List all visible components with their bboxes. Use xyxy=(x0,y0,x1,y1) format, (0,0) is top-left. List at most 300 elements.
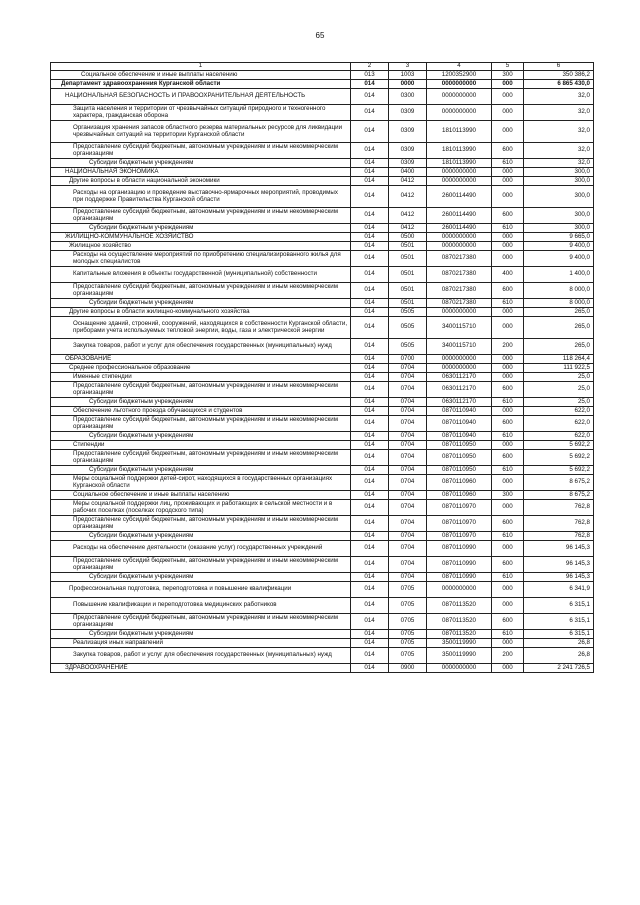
cell-amount: 762,8 xyxy=(524,516,594,532)
cell-target-code: 0870110990 xyxy=(427,557,492,573)
cell-expense-type: 610 xyxy=(492,432,524,441)
cell-name: НАЦИОНАЛЬНАЯ БЕЗОПАСНОСТЬ И ПРАВООХРАНИТЕЛЬНАЯ ДЕЯТЕЛЬНОСТЬ xyxy=(51,89,351,105)
table-row xyxy=(51,500,594,516)
cell-name: ЗДРАВООХРАНЕНИЕ xyxy=(51,664,351,673)
header-col-2: 2 xyxy=(351,63,389,71)
cell-amount: 8 000,0 xyxy=(524,299,594,308)
cell-amount: 5 692,2 xyxy=(524,441,594,450)
cell-expense-type: 000 xyxy=(492,177,524,186)
cell-admin-code: 014 xyxy=(351,516,389,532)
cell-target-code: 0000000000 xyxy=(427,168,492,177)
cell-amount: 9 665,0 xyxy=(524,233,594,242)
cell-target-code: 0630112170 xyxy=(427,398,492,407)
cell-section-code: 0704 xyxy=(389,541,427,557)
cell-expense-type: 600 xyxy=(492,382,524,398)
cell-name: Предоставление субсидий бюджетным, автономным учреждениям и иным некоммерческим организациям xyxy=(51,382,351,398)
cell-target-code: 0000000000 xyxy=(427,242,492,251)
cell-amount: 1 400,0 xyxy=(524,267,594,283)
cell-admin-code: 014 xyxy=(351,317,389,339)
cell-section-code: 0704 xyxy=(389,475,427,491)
cell-target-code: 0870110990 xyxy=(427,541,492,557)
cell-section-code: 0700 xyxy=(389,355,427,364)
cell-amount: 96 145,3 xyxy=(524,573,594,582)
cell-section-code: 0400 xyxy=(389,168,427,177)
cell-target-code: 0870110950 xyxy=(427,466,492,475)
table-row xyxy=(51,251,594,267)
cell-amount: 32,0 xyxy=(524,89,594,105)
cell-admin-code: 014 xyxy=(351,105,389,121)
cell-section-code: 0705 xyxy=(389,639,427,648)
cell-section-code: 0412 xyxy=(389,186,427,208)
cell-name: Реализация иных направлений xyxy=(51,639,351,648)
cell-target-code: 0870110940 xyxy=(427,407,492,416)
cell-target-code: 0870217380 xyxy=(427,267,492,283)
cell-admin-code: 014 xyxy=(351,639,389,648)
cell-expense-type: 000 xyxy=(492,639,524,648)
cell-name: Социальное обеспечение и иные выплаты населению xyxy=(51,71,351,80)
table-row xyxy=(51,267,594,283)
cell-expense-type: 300 xyxy=(492,71,524,80)
header-col-6: 6 xyxy=(524,63,594,71)
cell-name: Предоставление субсидий бюджетным, автономным учреждениям и иным некоммерческим организациям xyxy=(51,450,351,466)
cell-admin-code: 014 xyxy=(351,432,389,441)
cell-admin-code: 014 xyxy=(351,168,389,177)
cell-amount: 8 000,0 xyxy=(524,283,594,299)
cell-admin-code: 014 xyxy=(351,664,389,673)
cell-amount: 111 922,5 xyxy=(524,364,594,373)
cell-name: НАЦИОНАЛЬНАЯ ЭКОНОМИКА xyxy=(51,168,351,177)
cell-expense-type: 300 xyxy=(492,491,524,500)
table-row xyxy=(51,541,594,557)
table-row xyxy=(51,598,594,614)
page-number: 65 xyxy=(315,31,325,40)
cell-section-code: 0309 xyxy=(389,121,427,143)
cell-admin-code: 014 xyxy=(351,582,389,598)
cell-admin-code: 014 xyxy=(351,355,389,364)
cell-expense-type: 610 xyxy=(492,573,524,582)
cell-admin-code: 014 xyxy=(351,614,389,630)
cell-name: ЖИЛИЩНО-КОММУНАЛЬНОЕ ХОЗЯЙСТВО xyxy=(51,233,351,242)
cell-expense-type: 000 xyxy=(492,364,524,373)
cell-expense-type: 400 xyxy=(492,267,524,283)
cell-expense-type: 610 xyxy=(492,159,524,168)
cell-name: Расходы на организацию и проведение выставочно-ярмарочных мероприятий, проводимых при поддержке Правительства Курганской области xyxy=(51,186,351,208)
cell-target-code: 0000000000 xyxy=(427,233,492,242)
cell-admin-code: 014 xyxy=(351,251,389,267)
cell-target-code: 3500119990 xyxy=(427,648,492,664)
cell-admin-code: 014 xyxy=(351,475,389,491)
cell-section-code: 0704 xyxy=(389,382,427,398)
cell-expense-type: 610 xyxy=(492,532,524,541)
table-row xyxy=(51,159,594,168)
cell-section-code: 0705 xyxy=(389,630,427,639)
cell-expense-type: 000 xyxy=(492,355,524,364)
cell-name: Обеспечение льготного проезда обучающихся и студентов xyxy=(51,407,351,416)
header-col-1: 1 xyxy=(51,63,351,71)
cell-expense-type: 000 xyxy=(492,186,524,208)
cell-amount: 6 315,1 xyxy=(524,614,594,630)
table-row xyxy=(51,339,594,355)
cell-admin-code: 014 xyxy=(351,466,389,475)
cell-amount: 25,0 xyxy=(524,398,594,407)
cell-amount: 350 386,2 xyxy=(524,71,594,80)
cell-admin-code: 014 xyxy=(351,541,389,557)
cell-admin-code: 014 xyxy=(351,299,389,308)
cell-target-code: 0000000000 xyxy=(427,89,492,105)
cell-amount: 265,0 xyxy=(524,339,594,355)
cell-target-code: 0000000000 xyxy=(427,308,492,317)
cell-target-code: 0000000000 xyxy=(427,355,492,364)
cell-amount: 300,0 xyxy=(524,168,594,177)
cell-amount: 26,8 xyxy=(524,648,594,664)
table-row xyxy=(51,648,594,664)
cell-target-code: 1200352900 xyxy=(427,71,492,80)
cell-target-code: 0870110970 xyxy=(427,532,492,541)
cell-expense-type: 000 xyxy=(492,80,524,89)
cell-admin-code: 014 xyxy=(351,373,389,382)
cell-section-code: 0705 xyxy=(389,582,427,598)
cell-target-code: 2600114490 xyxy=(427,186,492,208)
cell-name: Другие вопросы в области национальной экономики xyxy=(51,177,351,186)
cell-admin-code: 014 xyxy=(351,398,389,407)
cell-expense-type: 000 xyxy=(492,541,524,557)
cell-target-code: 0870113520 xyxy=(427,630,492,639)
table-row xyxy=(51,516,594,532)
cell-expense-type: 600 xyxy=(492,143,524,159)
cell-amount: 265,0 xyxy=(524,317,594,339)
cell-amount: 96 145,3 xyxy=(524,557,594,573)
cell-expense-type: 600 xyxy=(492,516,524,532)
table-body xyxy=(51,71,594,673)
header-col-4: 4 xyxy=(427,63,492,71)
cell-expense-type: 200 xyxy=(492,339,524,355)
cell-amount: 25,0 xyxy=(524,382,594,398)
cell-target-code: 0870217380 xyxy=(427,251,492,267)
cell-target-code: 0630112170 xyxy=(427,382,492,398)
cell-name: Субсидии бюджетным учреждениям xyxy=(51,532,351,541)
cell-admin-code: 013 xyxy=(351,71,389,80)
table-row xyxy=(51,355,594,364)
cell-section-code: 0704 xyxy=(389,573,427,582)
cell-section-code: 0505 xyxy=(389,308,427,317)
cell-admin-code: 014 xyxy=(351,89,389,105)
cell-amount: 2 241 726,5 xyxy=(524,664,594,673)
cell-target-code: 2600114490 xyxy=(427,208,492,224)
cell-name: Субсидии бюджетным учреждениям xyxy=(51,159,351,168)
table-row xyxy=(51,557,594,573)
cell-name: Капитальные вложения в объекты государственной (муниципальной) собственности xyxy=(51,267,351,283)
cell-target-code: 0870110960 xyxy=(427,475,492,491)
cell-target-code: 0000000000 xyxy=(427,364,492,373)
cell-admin-code: 014 xyxy=(351,159,389,168)
cell-name: Предоставление субсидий бюджетным, автономным учреждениям и иным некоммерческим организациям xyxy=(51,283,351,299)
cell-admin-code: 014 xyxy=(351,339,389,355)
cell-name: Предоставление субсидий бюджетным, автономным учреждениям и иным некоммерческим организациям xyxy=(51,557,351,573)
cell-admin-code: 014 xyxy=(351,364,389,373)
table-row xyxy=(51,373,594,382)
table-row xyxy=(51,317,594,339)
cell-name: Профессиональная подготовка, переподготовка и повышение квалификации xyxy=(51,582,351,598)
cell-admin-code: 014 xyxy=(351,500,389,516)
cell-admin-code: 014 xyxy=(351,648,389,664)
cell-name: Жилищное хозяйство xyxy=(51,242,351,251)
cell-section-code: 0704 xyxy=(389,500,427,516)
cell-section-code: 0704 xyxy=(389,532,427,541)
cell-expense-type: 000 xyxy=(492,664,524,673)
table-row xyxy=(51,432,594,441)
budget-table xyxy=(50,62,594,673)
cell-name: Субсидии бюджетным учреждениям xyxy=(51,630,351,639)
table-row xyxy=(51,630,594,639)
cell-expense-type: 000 xyxy=(492,308,524,317)
cell-amount: 6 341,9 xyxy=(524,582,594,598)
cell-target-code: 0870110940 xyxy=(427,416,492,432)
table-row xyxy=(51,308,594,317)
cell-target-code: 3500119990 xyxy=(427,639,492,648)
table-row xyxy=(51,168,594,177)
cell-section-code: 0412 xyxy=(389,177,427,186)
cell-name: Среднее профессиональное образование xyxy=(51,364,351,373)
table-row xyxy=(51,639,594,648)
cell-target-code: 1810113990 xyxy=(427,159,492,168)
cell-name: Закупка товаров, работ и услуг для обеспечения государственных (муниципальных) нужд xyxy=(51,648,351,664)
cell-section-code: 0704 xyxy=(389,373,427,382)
table-row xyxy=(51,382,594,398)
cell-amount: 5 692,2 xyxy=(524,466,594,475)
cell-name: Оснащение зданий, строений, сооружений, находящихся в собственности Курганской области, приборами учета используемых тепловой энергии, воды, газа и электрической энергии xyxy=(51,317,351,339)
header-col-3: 3 xyxy=(389,63,427,71)
cell-expense-type: 000 xyxy=(492,373,524,382)
table-row xyxy=(51,143,594,159)
cell-name: ОБРАЗОВАНИЕ xyxy=(51,355,351,364)
cell-expense-type: 000 xyxy=(492,233,524,242)
cell-target-code: 0870113520 xyxy=(427,598,492,614)
cell-expense-type: 000 xyxy=(492,317,524,339)
cell-admin-code: 014 xyxy=(351,382,389,398)
cell-target-code: 0870217380 xyxy=(427,283,492,299)
cell-admin-code: 014 xyxy=(351,143,389,159)
cell-section-code: 0501 xyxy=(389,267,427,283)
cell-name: Субсидии бюджетным учреждениям xyxy=(51,573,351,582)
cell-admin-code: 014 xyxy=(351,233,389,242)
cell-amount: 118 264,4 xyxy=(524,355,594,364)
cell-admin-code: 014 xyxy=(351,121,389,143)
cell-admin-code: 014 xyxy=(351,208,389,224)
table-row xyxy=(51,89,594,105)
table-row xyxy=(51,398,594,407)
cell-section-code: 0505 xyxy=(389,317,427,339)
cell-target-code: 0000000000 xyxy=(427,582,492,598)
cell-admin-code: 014 xyxy=(351,186,389,208)
cell-amount: 32,0 xyxy=(524,143,594,159)
cell-target-code: 1810113990 xyxy=(427,121,492,143)
cell-name: Субсидии бюджетным учреждениям xyxy=(51,299,351,308)
cell-target-code: 3400115710 xyxy=(427,339,492,355)
cell-target-code: 0870110990 xyxy=(427,573,492,582)
table-row xyxy=(51,407,594,416)
cell-expense-type: 000 xyxy=(492,242,524,251)
table-row xyxy=(51,283,594,299)
table-row xyxy=(51,532,594,541)
cell-section-code: 0704 xyxy=(389,364,427,373)
cell-amount: 9 400,0 xyxy=(524,251,594,267)
cell-name: Именные стипендии xyxy=(51,373,351,382)
cell-name: Повышение квалификации и переподготовка медицинских работников xyxy=(51,598,351,614)
cell-admin-code: 014 xyxy=(351,80,389,89)
table-row xyxy=(51,441,594,450)
cell-section-code: 0300 xyxy=(389,89,427,105)
cell-target-code: 0870110940 xyxy=(427,432,492,441)
cell-amount: 762,8 xyxy=(524,532,594,541)
cell-admin-code: 014 xyxy=(351,283,389,299)
cell-section-code: 0705 xyxy=(389,648,427,664)
cell-expense-type: 610 xyxy=(492,630,524,639)
table-row xyxy=(51,208,594,224)
cell-amount: 8 675,2 xyxy=(524,475,594,491)
cell-target-code: 0870113520 xyxy=(427,614,492,630)
table-row xyxy=(51,121,594,143)
cell-section-code: 0501 xyxy=(389,251,427,267)
table-row xyxy=(51,573,594,582)
cell-amount: 8 675,2 xyxy=(524,491,594,500)
cell-admin-code: 014 xyxy=(351,532,389,541)
cell-name: Субсидии бюджетным учреждениям xyxy=(51,398,351,407)
cell-section-code: 0704 xyxy=(389,450,427,466)
cell-amount: 265,0 xyxy=(524,308,594,317)
cell-expense-type: 600 xyxy=(492,450,524,466)
cell-expense-type: 200 xyxy=(492,648,524,664)
cell-section-code: 0704 xyxy=(389,407,427,416)
cell-name: Защита населения и территории от чрезвычайных ситуаций природного и техногенного характера, гражданская оборона xyxy=(51,105,351,121)
cell-amount: 622,0 xyxy=(524,416,594,432)
cell-admin-code: 014 xyxy=(351,450,389,466)
cell-expense-type: 000 xyxy=(492,89,524,105)
cell-section-code: 0501 xyxy=(389,283,427,299)
cell-name: Департамент здравоохранения Курганской области xyxy=(51,80,351,89)
cell-section-code: 0501 xyxy=(389,299,427,308)
cell-amount: 300,0 xyxy=(524,208,594,224)
header-col-5: 5 xyxy=(492,63,524,71)
table-row xyxy=(51,80,594,89)
cell-name: Предоставление субсидий бюджетным, автономным учреждениям и иным некоммерческим организациям xyxy=(51,516,351,532)
cell-name: Субсидии бюджетным учреждениям xyxy=(51,466,351,475)
cell-amount: 6 315,1 xyxy=(524,598,594,614)
cell-target-code: 1810113990 xyxy=(427,143,492,159)
cell-target-code: 0870110970 xyxy=(427,516,492,532)
table-row xyxy=(51,416,594,432)
cell-admin-code: 014 xyxy=(351,308,389,317)
cell-section-code: 0705 xyxy=(389,614,427,630)
cell-section-code: 0704 xyxy=(389,432,427,441)
cell-name: Меры социальной поддержки детей-сирот, находящихся в государственных организациях Курганской области xyxy=(51,475,351,491)
cell-section-code: 0704 xyxy=(389,441,427,450)
cell-amount: 9 400,0 xyxy=(524,242,594,251)
cell-section-code: 0505 xyxy=(389,339,427,355)
cell-amount: 32,0 xyxy=(524,105,594,121)
cell-section-code: 0412 xyxy=(389,224,427,233)
table-row xyxy=(51,299,594,308)
cell-amount: 32,0 xyxy=(524,121,594,143)
cell-target-code: 0870217380 xyxy=(427,299,492,308)
table-row xyxy=(51,582,594,598)
cell-expense-type: 600 xyxy=(492,614,524,630)
cell-name: Субсидии бюджетным учреждениям xyxy=(51,224,351,233)
cell-expense-type: 600 xyxy=(492,283,524,299)
cell-name: Субсидии бюджетным учреждениям xyxy=(51,432,351,441)
cell-target-code: 0000000000 xyxy=(427,80,492,89)
table-row xyxy=(51,466,594,475)
cell-admin-code: 014 xyxy=(351,630,389,639)
cell-amount: 300,0 xyxy=(524,186,594,208)
cell-amount: 622,0 xyxy=(524,432,594,441)
cell-amount: 32,0 xyxy=(524,159,594,168)
cell-section-code: 0500 xyxy=(389,233,427,242)
cell-section-code: 1003 xyxy=(389,71,427,80)
cell-name: Расходы на осуществление мероприятий по приобретению специализированного жилья для молодых специалистов xyxy=(51,251,351,267)
cell-name: Предоставление субсидий бюджетным, автономным учреждениям и иным некоммерческим организациям xyxy=(51,614,351,630)
cell-name: Расходы на обеспечение деятельности (оказание услуг) государственных учреждений xyxy=(51,541,351,557)
cell-amount: 300,0 xyxy=(524,177,594,186)
cell-amount: 762,8 xyxy=(524,500,594,516)
cell-section-code: 0412 xyxy=(389,208,427,224)
cell-target-code: 2600114490 xyxy=(427,224,492,233)
cell-amount: 622,0 xyxy=(524,407,594,416)
cell-admin-code: 014 xyxy=(351,224,389,233)
cell-section-code: 0704 xyxy=(389,398,427,407)
cell-name: Закупка товаров, работ и услуг для обеспечения государственных (муниципальных) нужд xyxy=(51,339,351,355)
cell-amount: 25,0 xyxy=(524,373,594,382)
cell-expense-type: 600 xyxy=(492,557,524,573)
table-row xyxy=(51,491,594,500)
cell-name: Организация хранения запасов областного резерва материальных ресурсов для ликвидации чрезвычайных ситуаций на территории Курганской области xyxy=(51,121,351,143)
cell-expense-type: 000 xyxy=(492,441,524,450)
cell-expense-type: 000 xyxy=(492,407,524,416)
cell-name: Стипендии xyxy=(51,441,351,450)
cell-section-code: 0704 xyxy=(389,516,427,532)
cell-target-code: 0000000000 xyxy=(427,177,492,186)
cell-admin-code: 014 xyxy=(351,416,389,432)
table-row xyxy=(51,177,594,186)
cell-section-code: 0705 xyxy=(389,598,427,614)
cell-amount: 5 692,2 xyxy=(524,450,594,466)
cell-expense-type: 610 xyxy=(492,299,524,308)
cell-target-code: 0870110950 xyxy=(427,450,492,466)
cell-admin-code: 014 xyxy=(351,573,389,582)
cell-admin-code: 014 xyxy=(351,242,389,251)
cell-target-code: 0000000000 xyxy=(427,664,492,673)
cell-name: Меры социальной поддержки лиц, проживающих и работающих в сельской местности и в рабочих поселках (поселках городского типа) xyxy=(51,500,351,516)
cell-section-code: 0900 xyxy=(389,664,427,673)
table-row xyxy=(51,475,594,491)
cell-admin-code: 014 xyxy=(351,598,389,614)
cell-section-code: 0704 xyxy=(389,491,427,500)
cell-expense-type: 000 xyxy=(492,475,524,491)
cell-section-code: 0704 xyxy=(389,416,427,432)
cell-name: Предоставление субсидий бюджетным, автономным учреждениям и иным некоммерческим организациям xyxy=(51,143,351,159)
table-row xyxy=(51,71,594,80)
cell-name: Другие вопросы в области жилищно-коммунального хозяйства xyxy=(51,308,351,317)
cell-section-code: 0309 xyxy=(389,159,427,168)
cell-expense-type: 600 xyxy=(492,208,524,224)
cell-expense-type: 000 xyxy=(492,121,524,143)
table-row xyxy=(51,242,594,251)
cell-expense-type: 610 xyxy=(492,466,524,475)
cell-target-code: 0630112170 xyxy=(427,373,492,382)
cell-amount: 96 145,3 xyxy=(524,541,594,557)
cell-expense-type: 000 xyxy=(492,500,524,516)
table-row xyxy=(51,364,594,373)
cell-name: Предоставление субсидий бюджетным, автономным учреждениям и иным некоммерческим организациям xyxy=(51,208,351,224)
